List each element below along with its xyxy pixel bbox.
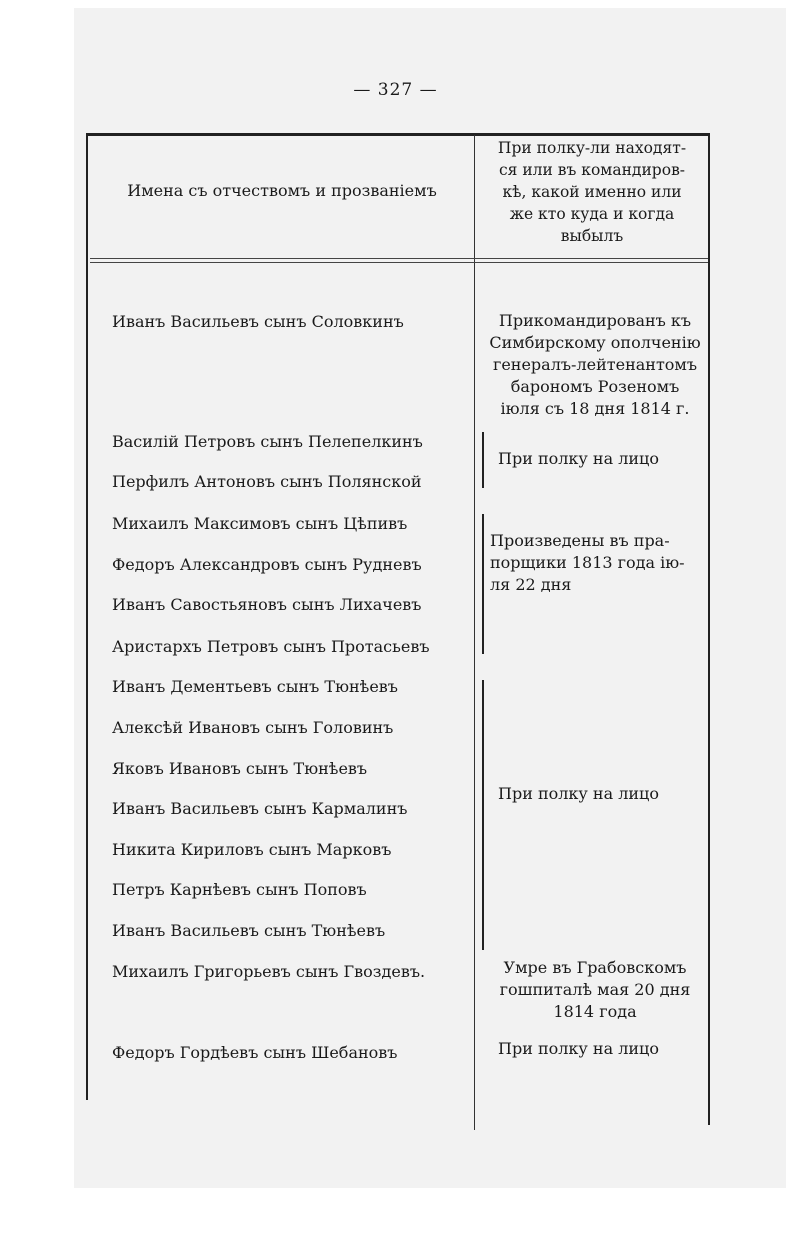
table-row-name: Аристархъ Петровъ сынъ Протасьевъ <box>112 637 430 656</box>
header-status-line: ся или въ командиров- <box>498 161 686 179</box>
table-row-name: Иванъ Савостьяновъ сынъ Лихачевъ <box>112 595 422 614</box>
table-row-name: Михаилъ Григорьевъ сынъ Гвоздевъ. <box>112 962 426 981</box>
note-soloskin <box>484 310 706 420</box>
table-row-name: Иванъ Васильевъ сынъ Соловкинъ <box>112 312 404 331</box>
column-header-status <box>480 137 704 247</box>
note-group1: При полку на лицо <box>498 449 659 468</box>
page-number: — 327 — <box>353 80 438 100</box>
note-group3: При полку на лицо <box>498 784 659 803</box>
note-line: порщики 1813 года ію- <box>490 553 685 572</box>
table-row-name: Василій Петровъ сынъ Пелепелкинъ <box>112 432 423 451</box>
header-double-rule <box>90 258 708 259</box>
note-line: 1814 года <box>553 1002 637 1021</box>
note-line: Умре въ Грабовскомъ <box>503 958 687 977</box>
note-group2 <box>490 530 712 596</box>
note-line: іюля съ 18 дня 1814 г. <box>500 399 690 418</box>
note-shebanov: При полку на лицо <box>498 1039 659 1058</box>
table-row-name: Перфилъ Антоновъ сынъ Полянской <box>112 472 422 491</box>
table-row-name: Никита Кириловъ сынъ Марковъ <box>112 840 392 859</box>
table-row-name: Иванъ Васильевъ сынъ Тюнѣевъ <box>112 921 386 940</box>
header-double-rule <box>90 262 708 263</box>
note-line: Прикомандированъ къ <box>498 311 692 330</box>
table-row-name: Иванъ Дементьевъ сынъ Тюнѣевъ <box>112 677 398 696</box>
table-row-name: Федоръ Александровъ сынъ Рудневъ <box>112 555 422 574</box>
column-header-names: Имена съ отчествомъ и прозваніемъ <box>127 181 437 200</box>
header-status-line: выбылъ <box>560 227 624 245</box>
note-line: Произведены въ пра- <box>490 531 670 550</box>
note-line: гошпиталѣ мая 20 дня <box>499 980 691 999</box>
note-line: ля 22 дня <box>490 575 572 594</box>
header-status-line: же кто куда и когда <box>509 205 675 223</box>
note-line: генералъ-лейтенантомъ <box>492 355 698 374</box>
table-right-border <box>708 135 710 1125</box>
table-row-name: Яковъ Ивановъ сынъ Тюнѣевъ <box>112 759 368 778</box>
header-status-line: кѣ, какой именно или <box>502 183 682 201</box>
group-brace <box>482 514 484 654</box>
table-row-name: Алексѣй Ивановъ сынъ Головинъ <box>112 718 394 737</box>
header-status-line: При полку-ли находят- <box>497 139 687 157</box>
table-row-name: Иванъ Васильевъ сынъ Кармалинъ <box>112 799 408 818</box>
group-brace <box>482 680 484 950</box>
note-line: барономъ Розеномъ <box>510 377 680 396</box>
note-line: Симбирскому ополченію <box>489 333 701 352</box>
table-top-rule <box>86 133 710 136</box>
table-row-name: Петръ Карнѣевъ сынъ Поповъ <box>112 880 367 899</box>
table-left-border <box>86 135 88 1100</box>
column-divider <box>474 135 475 1130</box>
group-brace <box>482 432 484 488</box>
table-row-name: Михаилъ Максимовъ сынъ Цѣпивъ <box>112 514 408 533</box>
note-gvozdev <box>484 957 706 1023</box>
table-row-name: Федоръ Гордѣевъ сынъ Шебановъ <box>112 1043 398 1062</box>
